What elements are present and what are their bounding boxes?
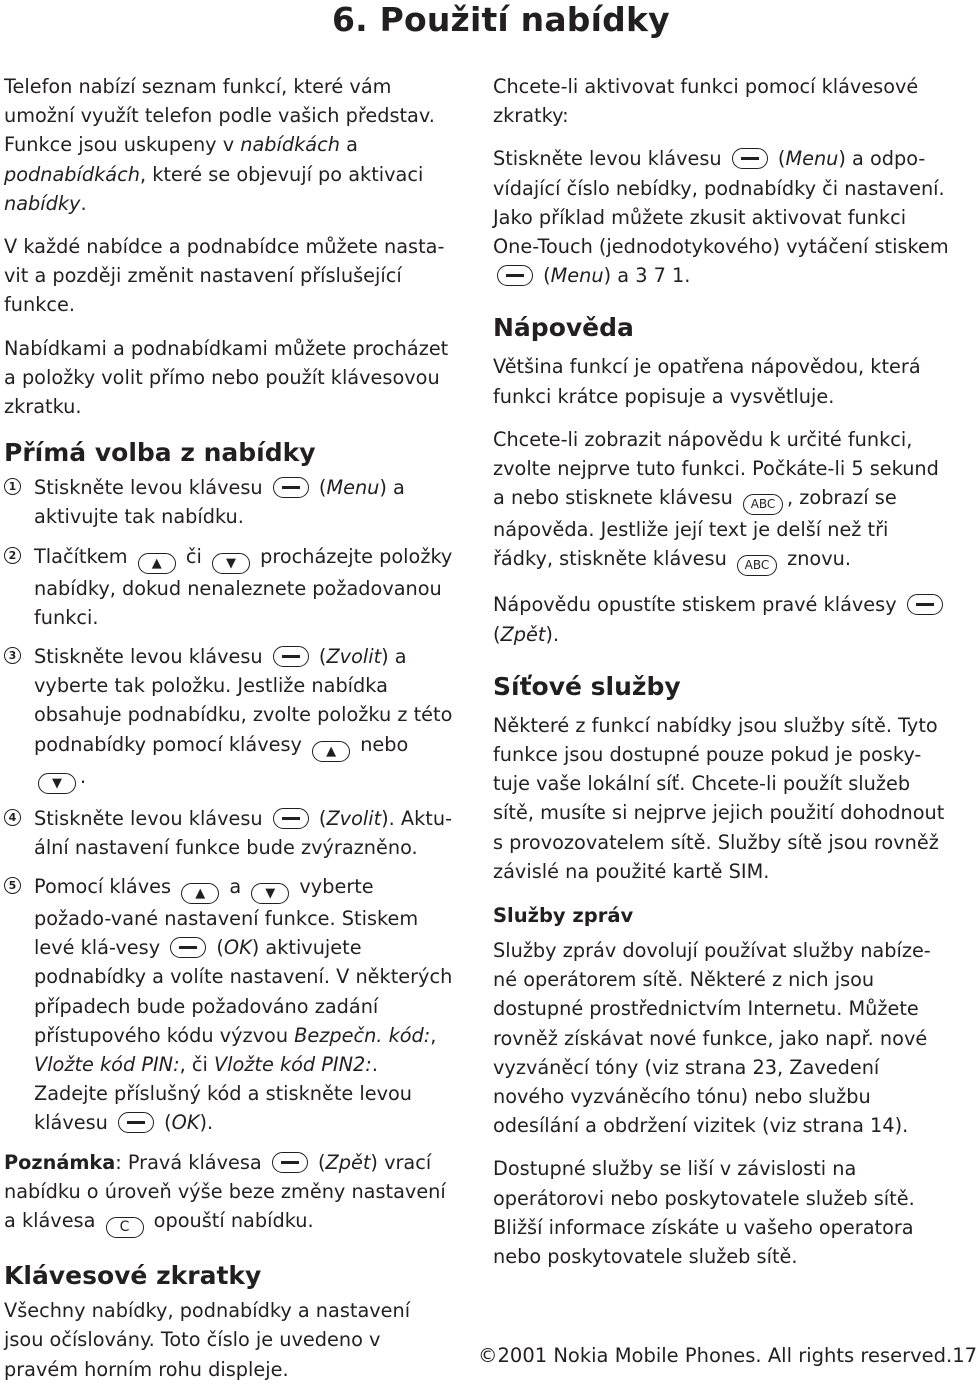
text: ) a 3 7 1.: [603, 264, 691, 288]
text: : Pravá klávesa: [115, 1150, 268, 1174]
text: Stiskněte levou klávesu: [34, 476, 269, 500]
left-softkey-icon: [118, 1112, 154, 1133]
emphasis: Menu: [550, 264, 604, 288]
shortcuts-paragraph: Všechny nabídky, podnabídky a nastavení jsou očíslovány. Toto číslo je uvedeno v pravém horním rohu displeje.: [4, 1299, 411, 1381]
intro-paragraph-1: [4, 72, 454, 218]
scroll-down-key-icon: ▼: [212, 553, 250, 574]
step-2: [4, 542, 454, 632]
text: Stiskněte levou klávesu: [34, 806, 269, 830]
scroll-down-key-icon: ▼: [251, 883, 289, 904]
step-4: [4, 804, 454, 862]
section-heading-help: Nápověda: [493, 313, 634, 343]
intro-paragraph-3: Nabídkami a podnabídkami můžete procházet a položky volit přímo nebo použít klávesovou zkratku.: [4, 336, 449, 419]
scroll-up-key-icon: ▲: [312, 741, 350, 762]
emphasis: Zvolit: [326, 806, 382, 830]
right-softkey-icon: [907, 594, 943, 615]
text: ,: [430, 1023, 437, 1047]
text: procházejte položky nabídky, dokud nenaleznete požadovanou funkci.: [34, 544, 453, 629]
emphasis: Vložte kód PIN:: [34, 1053, 180, 1077]
text: , či: [179, 1053, 214, 1077]
emphasis: Zpět: [325, 1150, 371, 1174]
text: vyberte požado-vané nastavení funkce. Stiskem levé klá-vesy: [34, 875, 419, 960]
step-number: 3: [4, 647, 21, 664]
text: ) aktivujete podnabídky a volíte nastavení. V některých případech bude požadováno zadání přístupového kódu výzvou: [34, 936, 453, 1047]
right-softkey-icon: [272, 1152, 308, 1173]
text: Pomocí kláves: [34, 875, 178, 899]
step-5: [4, 872, 454, 1138]
text: (: [493, 622, 501, 646]
text: ) a aktivujte tak nabídku.: [34, 476, 405, 529]
network-paragraph-2: Služby zpráv dovolují používat služby nabíze-né operátorem sítě. Některé z nich jsou dostupné prostřednictvím Internetu. Můžete rovněž získávat nové funkce, jako např. nové vyzváněcí tóny (viz strana 23, Zavedení nového vyzváněcího tónu) nebo službu odesílání a obdržení vizitek (viz strana 14).: [493, 939, 931, 1138]
emphasis: nabídky: [4, 191, 81, 215]
text: ).: [545, 622, 560, 646]
text: Telefon nabízí seznam funkcí, které vám umožní využít telefon podle vašich představ. Funkce jsou uskupeny v: [4, 75, 435, 157]
page-title: 6. Použití nabídky: [332, 0, 670, 39]
section-heading-shortcuts: Klávesové zkratky: [4, 1261, 262, 1291]
text: ) a odpo-vídající číslo nebídky, podnabídky či nastavení. Jako příklad můžete zkusit aktivovat funkci One-Touch (jednodotykového) vytáčení stiskem: [493, 147, 949, 259]
text: , zobrazí se nápověda. Jestliže její text je delší než tři řádky, stiskněte klávesu: [493, 486, 897, 571]
step-number: 1: [4, 478, 21, 495]
emphasis: Menu: [785, 147, 839, 171]
text: , které se objevují po aktivaci: [139, 162, 424, 186]
scroll-up-key-icon: ▲: [138, 553, 176, 574]
text: či: [179, 544, 208, 568]
help-paragraph-1: Většina funkcí je opatřena nápovědou, která funkci krátce popisuje a vysvětluje.: [493, 355, 921, 408]
text: a: [223, 875, 248, 899]
scroll-up-key-icon: ▲: [181, 883, 219, 904]
scroll-down-key-icon: ▼: [38, 773, 76, 794]
text: Nápovědu opustíte stiskem pravé klávesy: [493, 593, 903, 617]
left-softkey-icon: [273, 646, 309, 667]
step-3: [4, 642, 454, 794]
text: .: [80, 191, 87, 215]
emphasis: OK: [223, 936, 252, 960]
help-paragraph-2: [493, 425, 953, 577]
text: Stiskněte levou klávesu: [493, 147, 728, 171]
left-softkey-icon: [273, 808, 309, 829]
section-heading-network-services: Síťové služby: [493, 671, 681, 701]
shortcut-instructions: [493, 144, 953, 290]
emphasis: Menu: [326, 476, 380, 500]
text: (: [210, 936, 224, 960]
left-column: [4, 72, 454, 1384]
emphasis: Zvolit: [326, 645, 382, 669]
text: (: [312, 806, 327, 830]
text: Stiskněte levou klávesu: [34, 645, 269, 669]
network-paragraph-3: Dostupné služby se liší v závislosti na operátorovi nebo poskytovatele služeb sítě. Bližší informace získáte u vašeho operatora nebo poskytovatele služeb sítě.: [493, 1157, 915, 1269]
intro-paragraph-2: V každé nabídce a podnabídce můžete nasta-vit a později změnit nastavení příslušející funkce.: [4, 235, 445, 317]
section-heading-direct-selection: Přímá volba z nabídky: [4, 438, 316, 468]
text: a: [339, 133, 358, 157]
text: . Zadejte příslušný kód a stiskněte levou klávesu: [34, 1053, 413, 1135]
emphasis: OK: [171, 1111, 200, 1135]
emphasis: Vložte kód PIN2:: [213, 1053, 372, 1077]
text: .: [80, 764, 87, 788]
text: (: [312, 476, 327, 500]
text: (: [158, 1111, 172, 1135]
text: (: [312, 645, 327, 669]
page-number: 17: [952, 1344, 977, 1367]
left-softkey-icon: [273, 477, 309, 498]
page-footer: [478, 1343, 977, 1369]
emphasis: podnabídkách: [4, 162, 140, 186]
text: ) a vyberte tak položku. Jestliže nabídka obsahuje podnabídku, zvolte položku z této podnabídky pomocí klávesy: [34, 645, 453, 756]
abc-key-icon: ABC: [743, 494, 783, 515]
text: (: [771, 147, 786, 171]
c-key-icon: C: [106, 1217, 144, 1238]
text: znovu.: [780, 547, 851, 571]
text: (: [537, 264, 551, 288]
right-column: [493, 72, 953, 1271]
left-softkey-icon: [497, 265, 533, 286]
emphasis: Bezpečn. kód:: [294, 1023, 431, 1047]
left-softkey-icon: [170, 937, 206, 958]
subheading-message-services: Služby zpráv: [493, 904, 634, 928]
left-softkey-icon: [732, 148, 768, 169]
emphasis: nabídkách: [240, 133, 340, 157]
text: ). Aktu-ální nastavení funkce bude zvýrazněno.: [34, 806, 453, 859]
text: Tlačítkem: [34, 544, 134, 568]
abc-key-icon: ABC: [737, 555, 777, 576]
note-paragraph: [4, 1148, 454, 1238]
text: ).: [199, 1111, 214, 1135]
text: ) vrací nabídku o úroveň výše beze změny nastavení a klávesa: [4, 1150, 446, 1233]
copyright-text: ©2001 Nokia Mobile Phones. All rights reserved.: [478, 1344, 953, 1367]
emphasis: Zpět: [500, 622, 546, 646]
help-paragraph-3: [493, 590, 953, 648]
step-number: 5: [4, 877, 21, 894]
text: (: [311, 1150, 326, 1174]
step-1: [4, 473, 454, 531]
text: nebo: [354, 732, 409, 756]
shortcut-intro: Chcete-li aktivovat funkci pomocí klávesové zkratky:: [493, 75, 919, 128]
network-paragraph-1: Některé z funkcí nabídky jsou služby sítě. Tyto funkce jsou dostupné pouze pokud je posky-tuje vaše lokální síť. Chcete-li použít služeb sítě, musíte si nejprve jejich použití dohodnout s provozovatelem sítě. Služby sítě jsou rovněž závislé na použité kartě SIM.: [493, 713, 945, 883]
text: Chcete-li zobrazit nápovědu k určité funkci, zvolte nejprve tuto funkci. Počkáte-li 5 sekund a nebo stisknete klávesu: [493, 427, 939, 510]
text: opouští nabídku.: [147, 1209, 314, 1233]
step-number: 2: [4, 547, 21, 564]
note-label: Poznámka: [4, 1150, 116, 1174]
step-number: 4: [4, 809, 21, 826]
